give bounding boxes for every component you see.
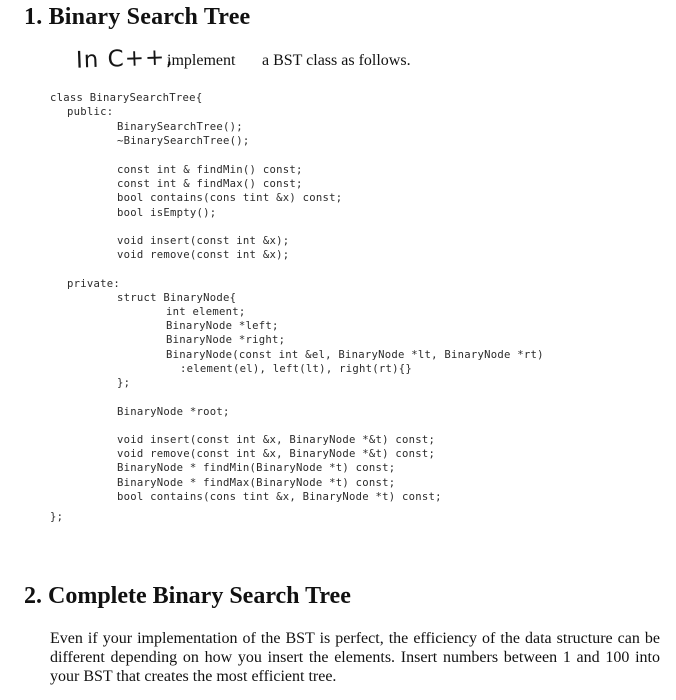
- intro-text: a BST class as follows.: [262, 52, 411, 69]
- section-2-title: 2. Complete Binary Search Tree: [24, 583, 351, 609]
- section-2-paragraph: Even if your implementation of the BST is perfect, the efficiency of the data structure can be different depending on how you insert the elements. Insert numbers between 1 and 100 into your BST that creates the most efficient tree.: [50, 630, 660, 685]
- code-constructors: BinarySearchTree(); ~BinarySearchTree();: [117, 121, 250, 148]
- code-public-label: public:: [67, 106, 114, 118]
- code-private-methods: void insert(const int &x, BinaryNode *&t) const; void remove(const int &x, BinaryNode *&t) const; BinaryNode * findMin(BinaryNode *t) const; BinaryNode * findMax(BinaryNode *t) const; bool contains(cons tint &x, BinaryNode *t) const;: [117, 434, 442, 503]
- code-root-member: BinaryNode *root;: [117, 406, 230, 418]
- handwritten-annotation: In C++,: [75, 44, 175, 74]
- code-struct-close: };: [117, 377, 131, 389]
- section-1-title: 1. Binary Search Tree: [24, 4, 251, 30]
- code-struct-init: :element(el), left(lt), right(rt){}: [180, 363, 412, 375]
- code-class-close: };: [50, 511, 64, 523]
- code-mutators: void insert(const int &x); void remove(const int &x);: [117, 235, 290, 262]
- code-class-open: class BinarySearchTree{: [50, 92, 203, 104]
- code-struct-members: int element; BinaryNode *left; BinaryNode *right; BinaryNode(const int &el, BinaryNode *lt, BinaryNode *rt): [166, 306, 544, 361]
- code-private-label: private:: [67, 278, 121, 290]
- intro-word: implement: [167, 52, 236, 69]
- code-accessors: const int & findMin() const; const int & findMax() const; bool contains(cons tint &x) const; bool isEmpty();: [117, 164, 343, 219]
- code-struct-open: struct BinaryNode{: [117, 292, 237, 304]
